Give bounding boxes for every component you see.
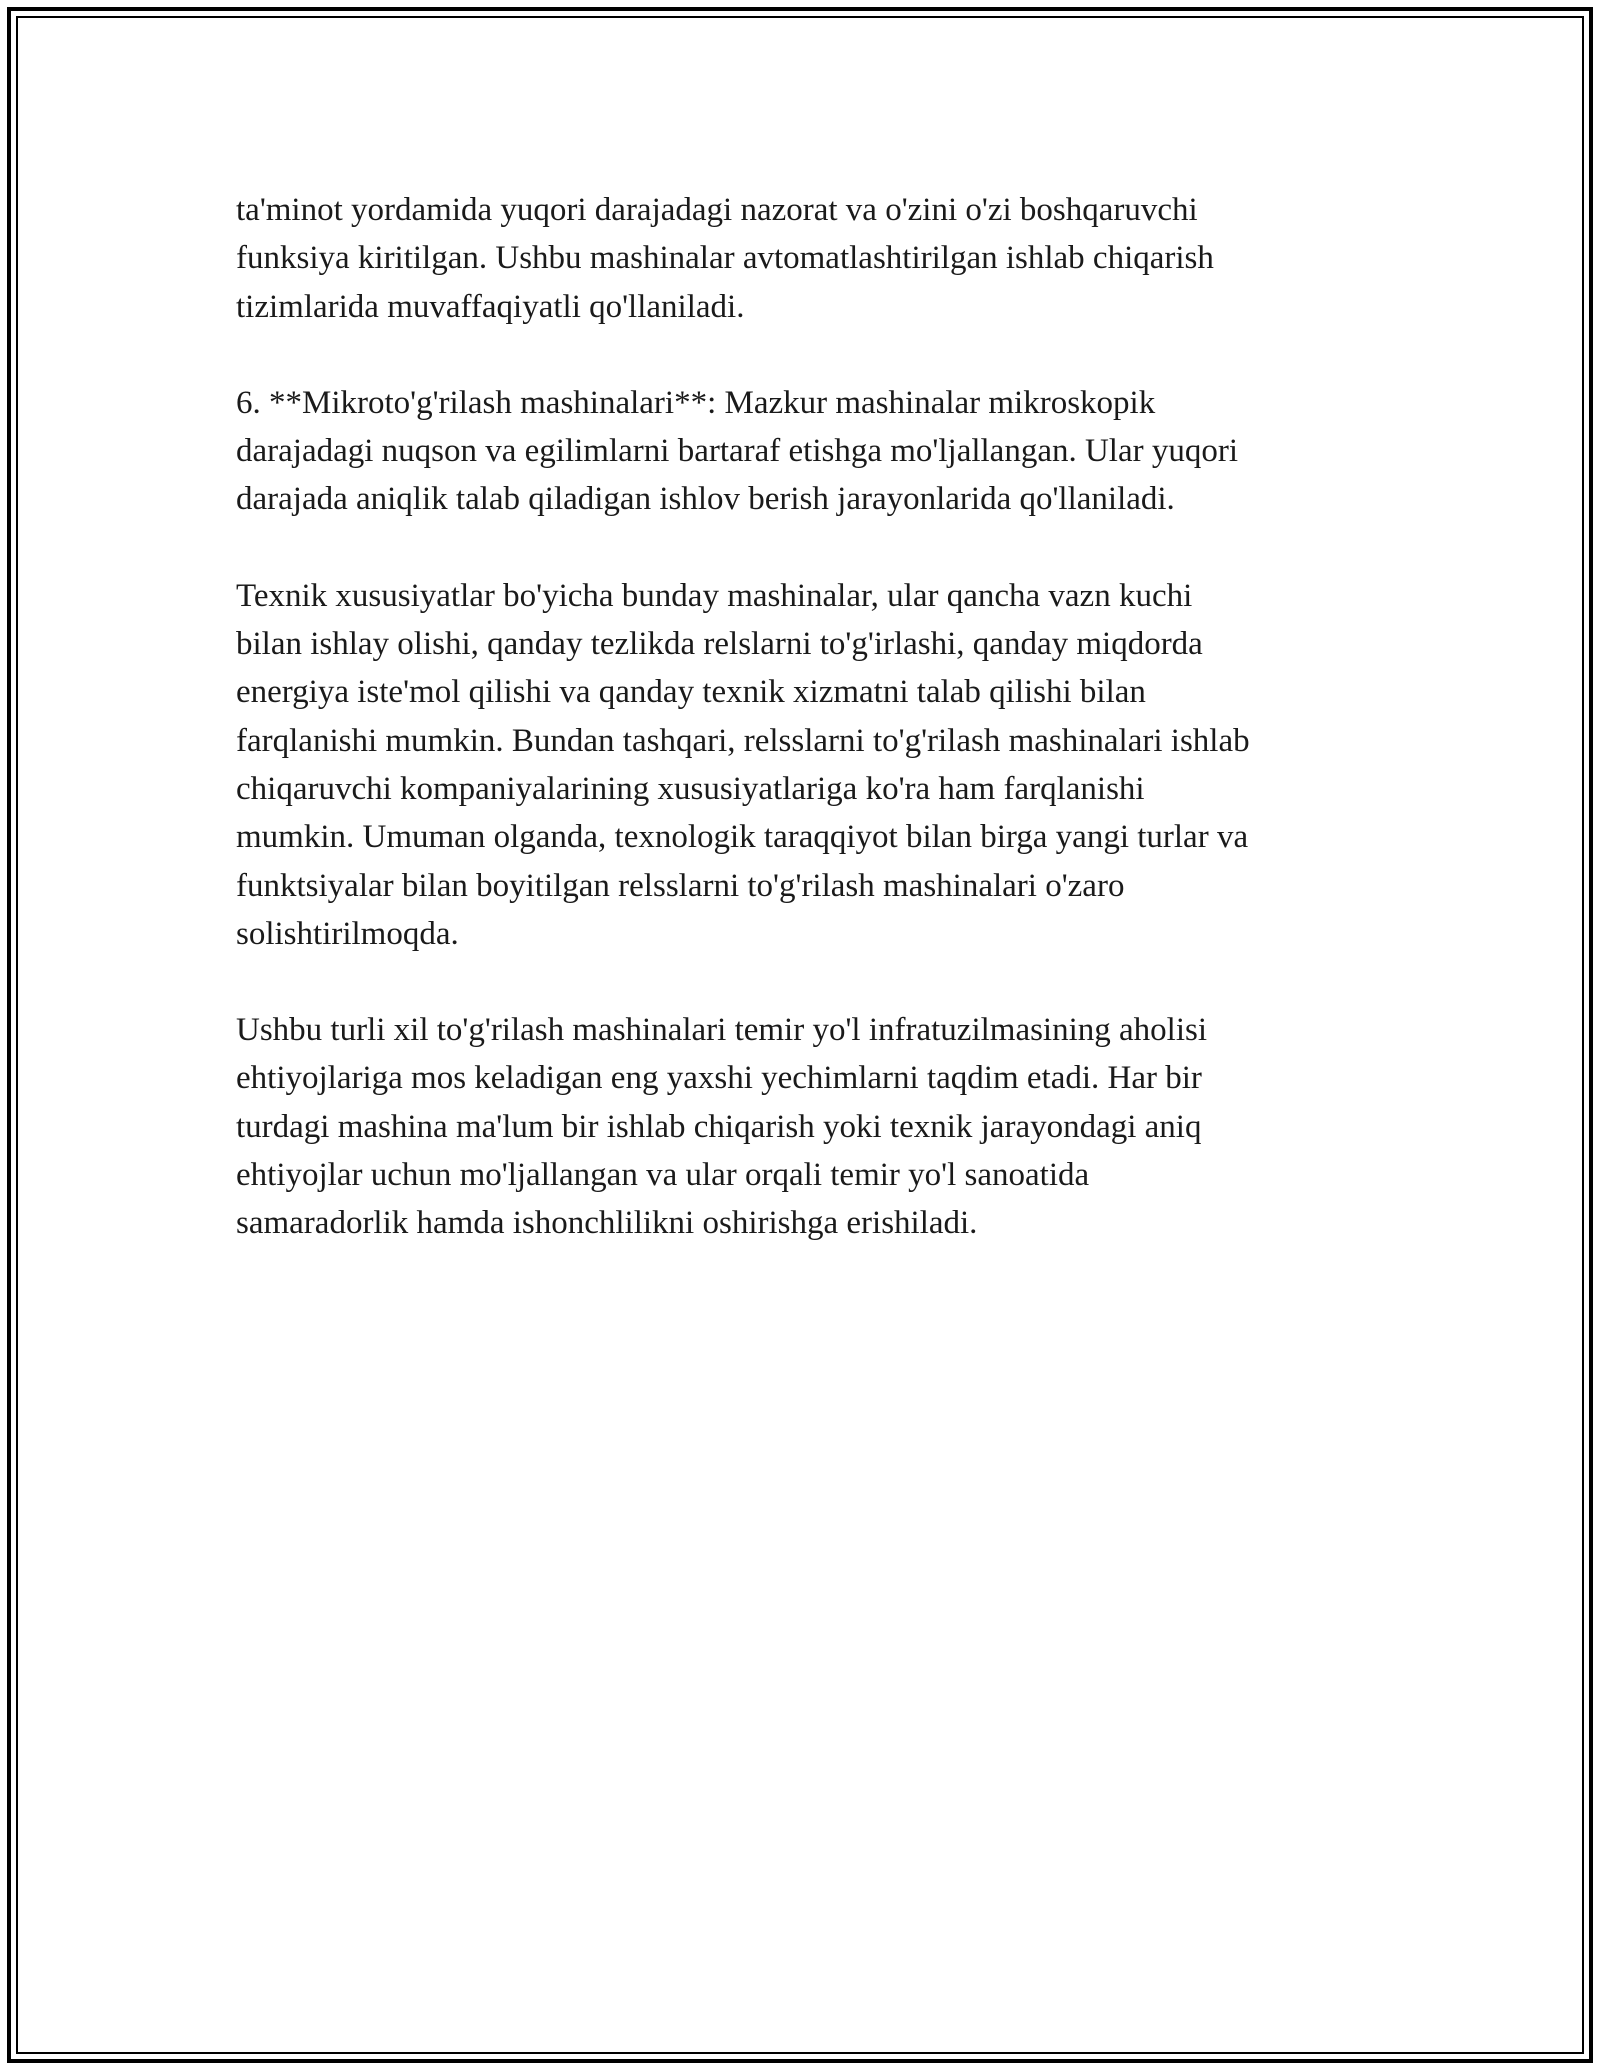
text-line: chiqaruvchi kompaniyalarining xususiyatlariga ko'ra ham farqlanishi [236, 770, 1145, 807]
paragraph-2 [236, 379, 1376, 524]
text-line: ehtiyojlar uchun mo'ljallangan va ular orqali temir yo'l sanoatida [236, 1157, 1090, 1194]
text-line: 6. **Mikroto'g'rilash mashinalari**: Mazkur mashinalar mikroskopik [236, 384, 1156, 421]
paragraph-3 [236, 572, 1376, 958]
text-line: energiya iste'mol qilishi va qanday texnik xizmatni talab qilishi bilan [236, 674, 1146, 711]
text-line: bilan ishlay olishi, qanday tezlikda relslarni to'g'irlashi, qanday miqdorda [236, 626, 1203, 663]
text-line: darajadagi nuqson va egilimlarni bartaraf etishga mo'ljallangan. Ular yuqori [236, 433, 1239, 470]
text-line: ehtiyojlariga mos keladigan eng yaxshi yechimlarni taqdim etadi. Har bir [236, 1060, 1202, 1097]
text-line: turdagi mashina ma'lum bir ishlab chiqarish yoki texnik jarayondagi aniq [236, 1108, 1202, 1145]
document-body [236, 186, 1376, 1296]
text-line: samaradorlik hamda ishonchlilikni oshirishga erishiladi. [236, 1205, 978, 1242]
text-line: darajada aniqlik talab qiladigan ishlov berish jarayonlarida qo'llaniladi. [236, 481, 1175, 518]
text-line: mumkin. Umuman olganda, texnologik taraqqiyot bilan birga yangi turlar va [236, 819, 1249, 856]
paragraph-1 [236, 186, 1376, 331]
text-line: solishtirilmoqda. [236, 915, 459, 952]
text-line: tizimlarida muvaffaqiyatli qo'llaniladi. [236, 288, 745, 325]
text-line: farqlanishi mumkin. Bundan tashqari, relsslarni to'g'rilash mashinalari ishlab [236, 722, 1250, 759]
text-line: Texnik xususiyatlar bo'yicha bunday mashinalar, ular qancha vazn kuchi [236, 577, 1193, 614]
text-line: ta'minot yordamida yuqori darajadagi nazorat va o'zini o'zi boshqaruvchi [236, 192, 1198, 228]
text-line: funktsiyalar bilan boyitilgan relsslarni to'g'rilash mashinalari o'zaro [236, 867, 1125, 904]
text-line: Ushbu turli xil to'g'rilash mashinalari temir yo'l infratuzilmasining aholisi [236, 1012, 1208, 1049]
text-line: funksiya kiritilgan. Ushbu mashinalar avtomatlashtirilgan ishlab chiqarish [236, 240, 1214, 277]
paragraph-4 [236, 1006, 1376, 1247]
